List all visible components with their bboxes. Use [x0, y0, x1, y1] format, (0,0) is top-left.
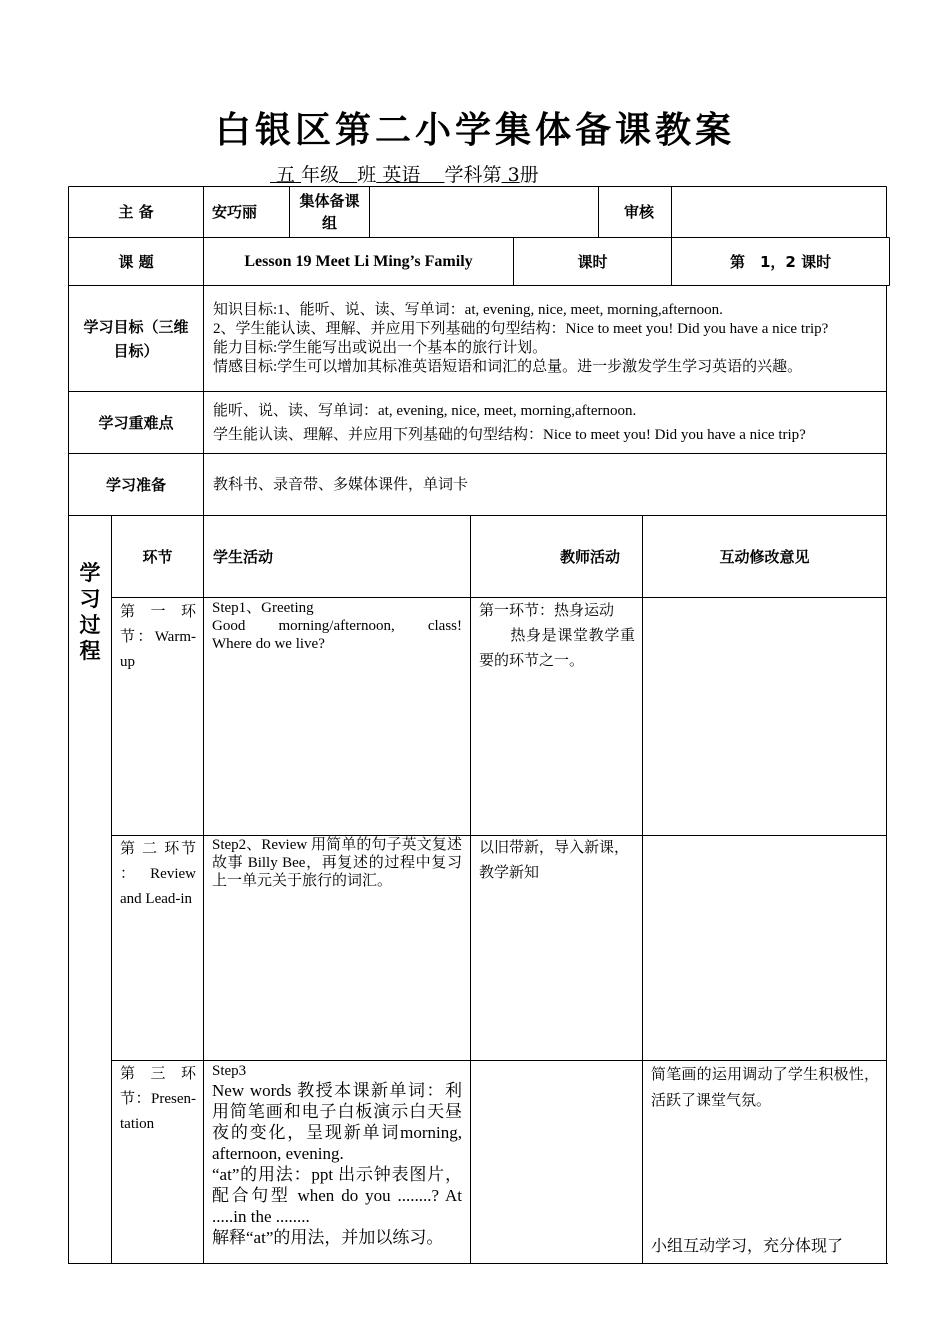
stage-1-teacher	[479, 599, 635, 674]
student-line: Good morning/afternoon, class!	[212, 618, 462, 634]
teacher-line: 以旧带新，导入新课，教学新知	[479, 840, 630, 881]
student-line: New words 教授本课新单词：利用简笔画和电子白板演示白天昼夜的变化，呈现新单词morning, afternoon, evening.	[212, 1081, 462, 1163]
volume-word: 册	[519, 164, 539, 186]
stage-3-label: 第 三 环节：Presen-tation	[120, 1066, 196, 1132]
student-line: Where do we live?	[212, 636, 325, 652]
topic-label: 课 题	[118, 252, 154, 271]
preparation-value: 教科书、录音带、多媒体课件，单词卡	[213, 477, 469, 493]
topic-value: Lesson 19 Meet Li Ming’s Family	[244, 252, 473, 270]
preparation-label: 学习准备	[105, 475, 166, 494]
lead-value: 安巧丽	[212, 203, 258, 221]
review-label: 审核	[624, 203, 655, 221]
key-points-content	[213, 399, 883, 447]
column-header-student: 学生活动	[213, 548, 274, 566]
review-value	[672, 187, 886, 237]
key-point-line: 能听、说、读、写单词：at, evening, nice, meet, morning,afternoon.	[213, 403, 637, 419]
key-point-line: 学生能认读、理解、并应用下列基础的句型结构：Nice to meet you! Did you have a nice trip?	[213, 427, 806, 443]
column-header-stage: 环节	[142, 548, 173, 566]
objective-line: 2、学生能认读、理解、并应用下列基础的句型结构：Nice to meet you! Did you have a nice trip?	[213, 321, 829, 337]
subject-value: 英语	[382, 164, 421, 186]
teacher-line: 第一环节：热身运动	[479, 603, 615, 619]
stage-1-student	[212, 599, 462, 653]
class-blank	[339, 164, 357, 186]
group-label: 集体备课组	[299, 192, 360, 232]
stage-3-feedback-continued: 小组互动学习，充分体现了	[651, 1238, 844, 1255]
stage-2-student	[212, 836, 462, 890]
stage-3-feedback	[651, 1062, 879, 1114]
stage-2-label: 第 二 环节 ：Review and Lead-in	[120, 841, 196, 907]
objective-line: 知识目标:1、能听、说、读、写单词：at, evening, nice, meet, morning,afternoon.	[213, 302, 723, 318]
teacher-line: 热身是课堂教学重要的环节之一。	[479, 628, 635, 669]
subject-word: 学科第	[444, 164, 502, 186]
stage-3-student	[212, 1062, 462, 1248]
objective-line: 能力目标:学生能写出或说出一个基本的旅行计划。	[213, 340, 548, 356]
stage-2-teacher	[479, 836, 635, 886]
key-points-label: 学习重难点	[98, 413, 174, 432]
column-header-teacher: 教师活动	[559, 548, 620, 566]
process-label-text: 学习过程	[79, 561, 101, 663]
student-line: Step2、Review 用简单的句子英文复述故事 Billy Bee，再复述的过程中复习上一单元关于旅行的词汇。	[212, 837, 462, 889]
objectives-label: 学习目标（三维目标）	[83, 317, 189, 360]
group-value	[370, 187, 598, 237]
grade-value: 五	[276, 164, 296, 186]
grade-word: 年级	[301, 164, 340, 186]
class-word: 班	[357, 164, 377, 186]
student-line: Step3	[212, 1063, 247, 1079]
hours-label: 课时	[577, 252, 608, 271]
objective-line: 情感目标:学生可以增加其标准英语短语和词汇的总量。进一步激发学生学习英语的兴趣。	[213, 359, 803, 375]
document-title: 白银区第二小学集体备课教案	[214, 109, 735, 151]
process-label	[74, 560, 106, 664]
hours-value: 第 1，2 课时	[730, 252, 832, 271]
student-line: “at”的用法：ppt 出示钟表图片，配合句型 when do you ........? At .....in the ........	[212, 1165, 462, 1226]
student-line: Step1、Greeting	[212, 600, 314, 616]
lead-label: 主 备	[118, 203, 154, 221]
subtitle-line	[270, 160, 539, 187]
stage-1-label: 第 一 环节：Warm-up	[120, 604, 196, 670]
feedback-line: 简笔画的运用调动了学生积极性，活跃了课堂气氛。	[651, 1067, 879, 1109]
student-line: 解释“at”的用法，并加以练习。	[212, 1228, 444, 1247]
column-header-feedback: 互动修改意见	[719, 548, 810, 566]
objectives-content	[213, 301, 883, 377]
volume-value: 3	[507, 164, 520, 186]
